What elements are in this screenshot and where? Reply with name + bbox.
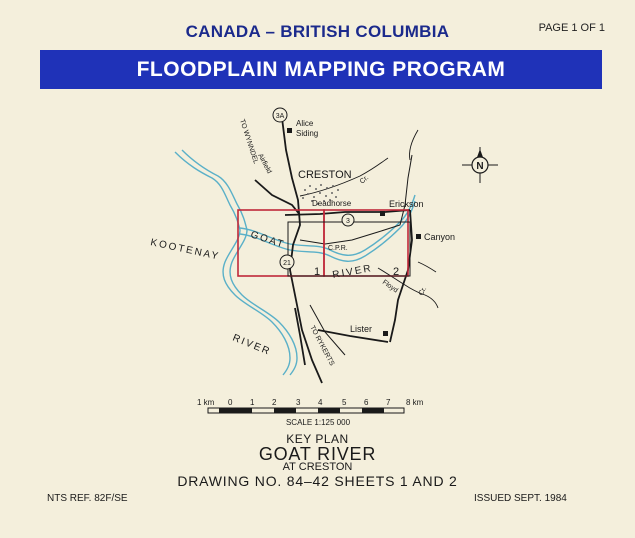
hwy-3a-shield bbox=[273, 108, 287, 122]
sheet-2-label: 2 bbox=[393, 266, 400, 278]
creston-label: CRESTON bbox=[298, 169, 352, 181]
floyd-cr-label: Cr. bbox=[417, 285, 429, 297]
alice-label-1: Alice bbox=[296, 119, 314, 128]
alice-label-2: Siding bbox=[296, 129, 319, 138]
airfield-label: Airfield bbox=[256, 152, 273, 175]
sheet-1-label: 1 bbox=[314, 266, 321, 278]
scale-label: SCALE 1:125 000 bbox=[285, 418, 351, 427]
scale-tick-8km: 8 km bbox=[406, 398, 424, 407]
scale-tick-4: 4 bbox=[318, 398, 323, 407]
erickson-label: Erickson bbox=[389, 199, 424, 209]
issue-date: ISSUED SEPT. 1984 bbox=[474, 493, 567, 504]
svg-text:21: 21 bbox=[283, 260, 291, 267]
river-title: GOAT RIVER bbox=[258, 444, 377, 464]
scale-tick-1: 1 bbox=[250, 398, 255, 407]
nts-reference: NTS REF. 82F/SE bbox=[47, 493, 128, 504]
to-rykerts-label: TO RYKERTS bbox=[308, 324, 336, 368]
north-arrow-icon bbox=[462, 147, 498, 183]
program-banner: FLOODPLAIN MAPPING PROGRAM bbox=[40, 50, 602, 89]
scale-tick-6: 6 bbox=[364, 398, 369, 407]
scale-tick-7: 7 bbox=[386, 398, 391, 407]
scale-tick-0: 0 bbox=[228, 398, 233, 407]
erickson-marker bbox=[380, 211, 385, 216]
to-wynndel-label: TO WYNNDEL bbox=[238, 118, 260, 165]
goat-river-label: RIVER bbox=[331, 263, 374, 281]
canyon-marker bbox=[416, 234, 421, 239]
lister-label: Lister bbox=[350, 324, 373, 334]
creeks bbox=[300, 130, 438, 308]
kootenay-label: KOOTENAY bbox=[149, 237, 221, 263]
svg-text:3A: 3A bbox=[275, 113, 285, 120]
page-indicator: PAGE 1 OF 1 bbox=[538, 22, 605, 34]
hwy-21-shield bbox=[280, 255, 294, 269]
svg-text:3: 3 bbox=[346, 218, 350, 225]
deadhorse-label: Deadhorse bbox=[312, 199, 352, 208]
canyon-label: Canyon bbox=[424, 232, 456, 242]
scale-tick-2: 2 bbox=[272, 398, 277, 407]
key-plan-title: KEY PLAN bbox=[286, 432, 349, 446]
goat-label: GOAT bbox=[249, 229, 287, 251]
deadhorse-cr-label: Cr. bbox=[358, 174, 371, 186]
svg-text:N: N bbox=[476, 161, 484, 172]
scale-bar bbox=[197, 398, 424, 427]
kootenay-river-label: RIVER bbox=[230, 332, 273, 358]
cpr-label: C.P.R. bbox=[328, 245, 348, 252]
location-title: AT CRESTON bbox=[282, 461, 353, 473]
floyd-label: Floyd bbox=[380, 278, 399, 295]
country-title: CANADA – BRITISH COLUMBIA bbox=[185, 22, 450, 41]
scale-tick-3: 3 bbox=[296, 398, 301, 407]
drawing-number: DRAWING NO. 84–42 SHEETS 1 AND 2 bbox=[177, 473, 458, 489]
alice-siding-marker bbox=[287, 128, 292, 133]
lister-marker bbox=[383, 331, 388, 336]
hwy-3-shield bbox=[342, 214, 354, 226]
scale-tick-5: 5 bbox=[342, 398, 347, 407]
scale-tick-1km: 1 km bbox=[197, 398, 215, 407]
